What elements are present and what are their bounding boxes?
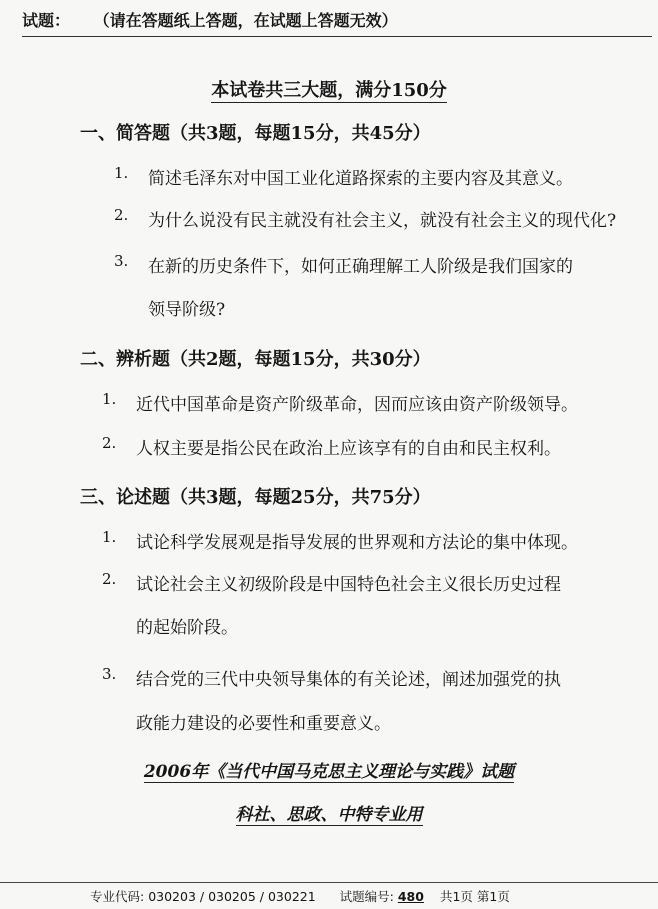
question-number: 2.	[114, 206, 129, 224]
section-heading: 三、论述题（共3题，每题25分，共75分）	[80, 487, 431, 508]
question-number: 2.	[102, 434, 117, 452]
question-text: 在新的历史条件下，如何正确理解工人阶级是我们国家的	[148, 257, 573, 277]
page-footer	[90, 887, 510, 905]
header-label: 试题：	[22, 11, 71, 30]
exam-number-label: 试题编号:	[339, 889, 394, 904]
question-continuation: 政能力建设的必要性和重要意义。	[136, 714, 391, 734]
header-note: （请在答题纸上答题，在试题上答题无效）	[93, 11, 398, 30]
page-header	[22, 8, 398, 31]
footer-divider	[0, 882, 658, 883]
question-text: 简述毛泽东对中国工业化道路探索的主要内容及其意义。	[148, 169, 573, 189]
question-number: 2.	[102, 570, 117, 588]
question-number: 1.	[102, 528, 117, 546]
handwritten-exam-title-text: 2006年《当代中国马克思主义理论与实践》试题	[143, 762, 515, 782]
question-number: 3.	[102, 665, 117, 683]
question-number: 1.	[114, 164, 129, 182]
question-continuation: 的起始阶段。	[136, 618, 238, 638]
page-count: 共1页 第1页	[439, 889, 510, 904]
header-divider	[22, 36, 652, 37]
exam-title-text: 本试卷共三大题，满分150分	[211, 80, 447, 101]
exam-number	[340, 889, 440, 904]
question-text: 为什么说没有民主就没有社会主义，就没有社会主义的现代化?	[148, 211, 617, 231]
question-text: 人权主要是指公民在政治上应该享有的自由和民主权利。	[136, 439, 561, 459]
major-code	[90, 889, 320, 904]
question-item	[102, 528, 578, 553]
section-heading: 二、辨析题（共2题，每题15分，共30分）	[80, 349, 431, 370]
question-text: 结合党的三代中央领导集体的有关论述，阐述加强党的执	[136, 670, 561, 690]
question-continuation: 领导阶级?	[148, 300, 226, 320]
handwritten-major-note	[0, 800, 658, 825]
handwritten-major-note-text: 科社、思政、中特专业用	[235, 805, 423, 825]
major-code-value: 030203 / 030205 / 030221	[148, 889, 316, 904]
section-heading: 一、简答题（共3题，每题15分，共45分）	[80, 123, 431, 144]
question-text: 试论社会主义初级阶段是中国特色社会主义很长历史过程	[136, 575, 561, 595]
question-number: 3.	[114, 252, 129, 270]
question-item	[114, 164, 573, 189]
handwritten-exam-title	[0, 757, 658, 782]
question-item	[102, 390, 578, 415]
major-code-label: 专业代码:	[90, 889, 145, 904]
question-item	[102, 665, 561, 690]
question-number: 1.	[102, 390, 117, 408]
question-item	[114, 206, 617, 231]
question-text: 试论科学发展观是指导发展的世界观和方法论的集中体现。	[136, 533, 578, 553]
exam-number-value: 480	[397, 889, 424, 904]
exam-title	[0, 76, 658, 102]
question-item	[114, 252, 573, 277]
question-item	[102, 434, 561, 459]
question-item	[102, 570, 561, 595]
question-text: 近代中国革命是资产阶级革命，因而应该由资产阶级领导。	[136, 395, 578, 415]
